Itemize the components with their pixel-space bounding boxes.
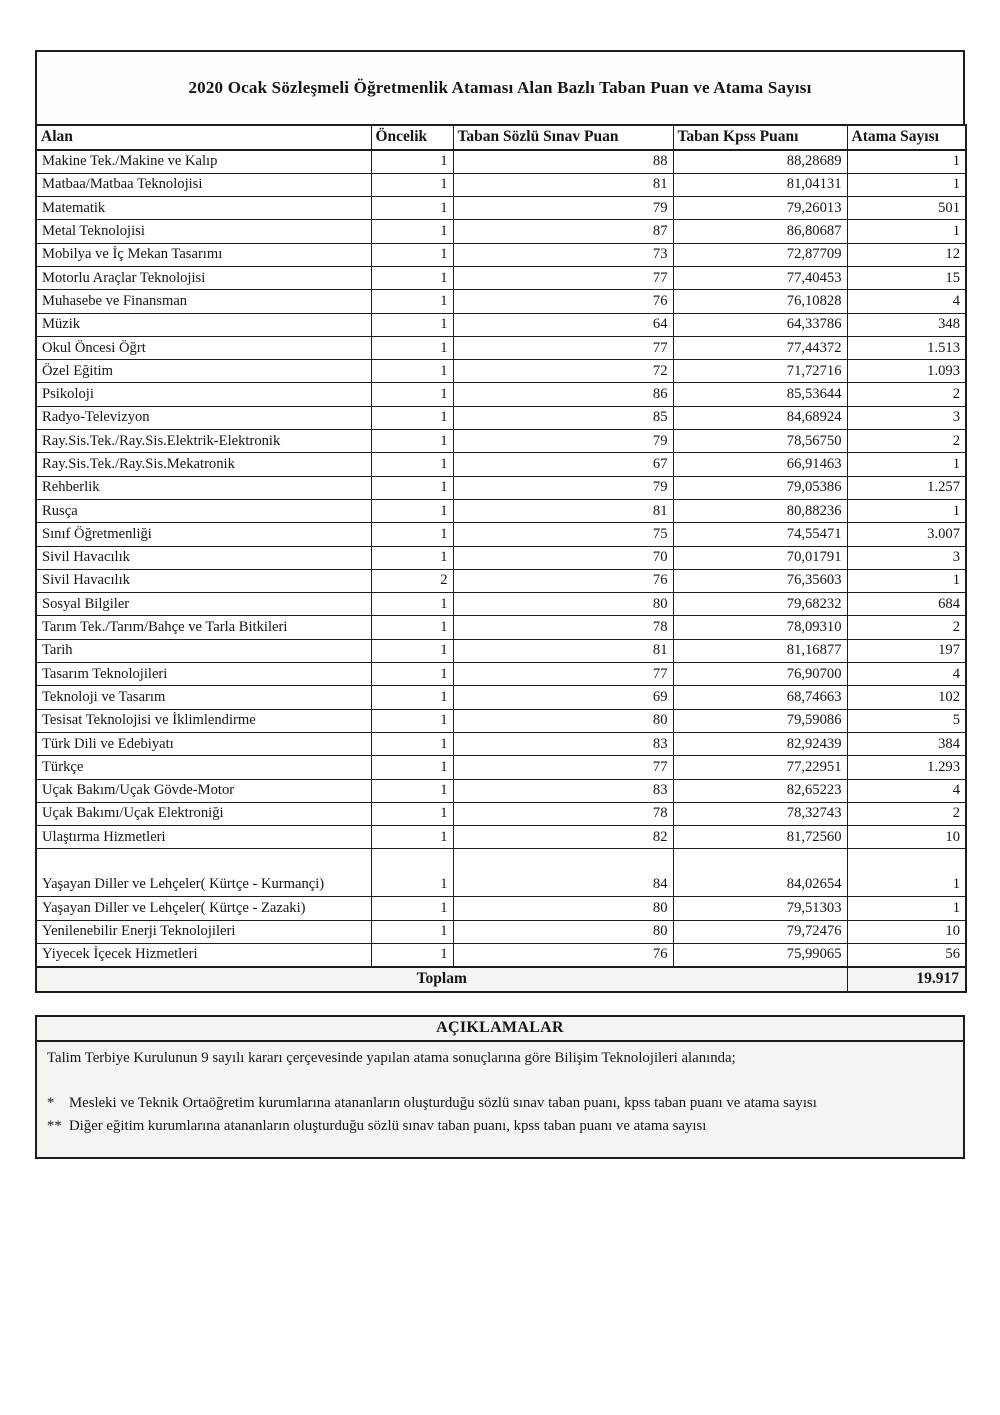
table-row [36,360,966,383]
table-row [36,406,966,429]
header-atama-sayisi: Atama Sayısı [847,125,966,150]
cell-atama-sayisi: 1.513 [847,336,966,359]
cell-oncelik: 1 [371,663,453,686]
cell-atama-sayisi: 2 [847,383,966,406]
cell-taban-kpss-puani: 88,28689 [673,150,847,173]
table-row [36,453,966,476]
cell-taban-sozlu-sinav-puan: 80 [453,709,673,732]
cell-atama-sayisi: 2 [847,802,966,825]
cell-taban-kpss-puani: 71,72716 [673,360,847,383]
cell-atama-sayisi: 1 [847,150,966,173]
cell-oncelik: 1 [371,406,453,429]
cell-oncelik: 1 [371,779,453,802]
cell-alan: Yaşayan Diller ve Lehçeler( Kürtçe - Zazaki) [36,897,371,920]
table-row [36,569,966,592]
appointments-table [35,124,967,993]
table-row [36,686,966,709]
cell-taban-kpss-puani: 75,99065 [673,944,847,967]
header-oncelik: Öncelik [371,125,453,150]
cell-oncelik: 1 [371,802,453,825]
cell-alan: Okul Öncesi Öğrt [36,336,371,359]
cell-atama-sayisi: 1 [847,499,966,522]
cell-oncelik: 1 [371,220,453,243]
cell-alan: Yenilenebilir Enerji Teknolojileri [36,920,371,943]
cell-taban-kpss-puani: 84,02654 [673,849,847,897]
cell-atama-sayisi: 2 [847,616,966,639]
cell-taban-kpss-puani: 79,68232 [673,593,847,616]
cell-alan: Makine Tek./Makine ve Kalıp [36,150,371,173]
total-row [36,967,966,992]
cell-taban-kpss-puani: 81,04131 [673,173,847,196]
table-row [36,779,966,802]
cell-alan: Uçak Bakım/Uçak Gövde-Motor [36,779,371,802]
cell-alan: Sivil Havacılık [36,546,371,569]
cell-atama-sayisi: 15 [847,266,966,289]
cell-taban-sozlu-sinav-puan: 70 [453,546,673,569]
table-row [36,616,966,639]
table-header-row [36,125,966,150]
cell-atama-sayisi: 684 [847,593,966,616]
cell-oncelik: 1 [371,686,453,709]
cell-oncelik: 1 [371,197,453,220]
cell-taban-kpss-puani: 80,88236 [673,499,847,522]
cell-taban-sozlu-sinav-puan: 67 [453,453,673,476]
table-row [36,499,966,522]
cell-taban-kpss-puani: 79,72476 [673,920,847,943]
cell-taban-kpss-puani: 74,55471 [673,523,847,546]
cell-taban-sozlu-sinav-puan: 73 [453,243,673,266]
table-row [36,920,966,943]
table-row [36,709,966,732]
cell-oncelik: 1 [371,593,453,616]
table-row [36,313,966,336]
cell-taban-sozlu-sinav-puan: 79 [453,476,673,499]
note-text: Diğer eğitim kurumlarına atananların oluşturduğu sözlü sınav taban puanı, kpss taban puanı ve atama sayısı [69,1117,707,1134]
cell-taban-kpss-puani: 81,72560 [673,826,847,849]
cell-oncelik: 1 [371,546,453,569]
cell-alan: Mobilya ve İç Mekan Tasarımı [36,243,371,266]
cell-taban-kpss-puani: 64,33786 [673,313,847,336]
title-box [35,50,965,126]
header-alan: Alan [36,125,371,150]
table-row [36,756,966,779]
table-row [36,290,966,313]
table-row [36,639,966,662]
cell-atama-sayisi: 4 [847,290,966,313]
table-row [36,944,966,967]
cell-taban-kpss-puani: 76,35603 [673,569,847,592]
cell-oncelik: 1 [371,360,453,383]
cell-alan: Müzik [36,313,371,336]
cell-taban-sozlu-sinav-puan: 88 [453,150,673,173]
cell-atama-sayisi: 197 [847,639,966,662]
table-row [36,266,966,289]
cell-taban-sozlu-sinav-puan: 76 [453,569,673,592]
cell-alan: Türk Dili ve Edebiyatı [36,732,371,755]
cell-atama-sayisi: 10 [847,826,966,849]
cell-taban-sozlu-sinav-puan: 80 [453,897,673,920]
cell-oncelik: 1 [371,150,453,173]
cell-taban-sozlu-sinav-puan: 85 [453,406,673,429]
cell-taban-kpss-puani: 68,74663 [673,686,847,709]
cell-alan: Uçak Bakımı/Uçak Elektroniği [36,802,371,825]
cell-atama-sayisi: 1 [847,897,966,920]
cell-alan: Tasarım Teknolojileri [36,663,371,686]
cell-oncelik: 1 [371,616,453,639]
cell-atama-sayisi: 4 [847,663,966,686]
note-marker: * [47,1094,55,1111]
cell-taban-kpss-puani: 81,16877 [673,639,847,662]
cell-alan: Tarım Tek./Tarım/Bahçe ve Tarla Bitkileri [36,616,371,639]
cell-oncelik: 1 [371,313,453,336]
cell-oncelik: 1 [371,266,453,289]
cell-taban-sozlu-sinav-puan: 83 [453,732,673,755]
table-row [36,173,966,196]
cell-atama-sayisi: 12 [847,243,966,266]
table-row [36,150,966,173]
cell-alan: Rehberlik [36,476,371,499]
cell-taban-sozlu-sinav-puan: 83 [453,779,673,802]
cell-taban-sozlu-sinav-puan: 72 [453,360,673,383]
table-row [36,897,966,920]
cell-taban-kpss-puani: 77,22951 [673,756,847,779]
cell-alan: Tesisat Teknolojisi ve İklimlendirme [36,709,371,732]
cell-taban-sozlu-sinav-puan: 81 [453,173,673,196]
cell-oncelik: 1 [371,336,453,359]
cell-atama-sayisi: 1.093 [847,360,966,383]
cell-alan: Metal Teknolojisi [36,220,371,243]
cell-alan: Ray.Sis.Tek./Ray.Sis.Elektrik-Elektronik [36,430,371,453]
cell-oncelik: 1 [371,897,453,920]
cell-taban-kpss-puani: 79,05386 [673,476,847,499]
cell-atama-sayisi: 1 [847,220,966,243]
document-title: 2020 Ocak Sözleşmeli Öğretmenlik Ataması Alan Bazlı Taban Puan ve Atama Sayısı [188,78,812,97]
cell-taban-kpss-puani: 86,80687 [673,220,847,243]
cell-taban-sozlu-sinav-puan: 80 [453,920,673,943]
cell-taban-kpss-puani: 78,56750 [673,430,847,453]
cell-atama-sayisi: 1 [847,453,966,476]
cell-taban-sozlu-sinav-puan: 81 [453,499,673,522]
cell-taban-kpss-puani: 66,91463 [673,453,847,476]
cell-taban-sozlu-sinav-puan: 78 [453,616,673,639]
cell-taban-sozlu-sinav-puan: 80 [453,593,673,616]
cell-taban-sozlu-sinav-puan: 82 [453,826,673,849]
cell-oncelik: 1 [371,290,453,313]
table-row [36,663,966,686]
cell-taban-sozlu-sinav-puan: 69 [453,686,673,709]
cell-taban-sozlu-sinav-puan: 87 [453,220,673,243]
table-row [36,593,966,616]
notes-box [35,1015,965,1159]
cell-atama-sayisi: 5 [847,709,966,732]
cell-taban-sozlu-sinav-puan: 78 [453,802,673,825]
cell-oncelik: 1 [371,173,453,196]
cell-oncelik: 1 [371,709,453,732]
cell-atama-sayisi: 56 [847,944,966,967]
cell-alan: Ulaştırma Hizmetleri [36,826,371,849]
cell-atama-sayisi: 1 [847,173,966,196]
cell-taban-kpss-puani: 82,92439 [673,732,847,755]
cell-taban-sozlu-sinav-puan: 75 [453,523,673,546]
cell-taban-sozlu-sinav-puan: 79 [453,197,673,220]
cell-oncelik: 1 [371,826,453,849]
cell-taban-sozlu-sinav-puan: 76 [453,944,673,967]
cell-atama-sayisi: 3 [847,406,966,429]
header-taban-kpss-puani: Taban Kpss Puanı [673,125,847,150]
header-taban-sozlu-sinav-puan: Taban Sözlü Sınav Puan [453,125,673,150]
table-row [36,802,966,825]
cell-oncelik: 1 [371,383,453,406]
cell-taban-kpss-puani: 78,09310 [673,616,847,639]
cell-taban-kpss-puani: 76,10828 [673,290,847,313]
cell-taban-kpss-puani: 70,01791 [673,546,847,569]
note-item [47,1092,951,1115]
cell-atama-sayisi: 384 [847,732,966,755]
cell-oncelik: 1 [371,756,453,779]
cell-oncelik: 1 [371,430,453,453]
cell-taban-kpss-puani: 72,87709 [673,243,847,266]
total-value: 19.917 [847,967,966,992]
note-text: Mesleki ve Teknik Ortaöğretim kurumlarına atananların oluşturduğu sözlü sınav taban puanı, kpss taban puanı ve atama sayısı [69,1094,817,1111]
cell-taban-sozlu-sinav-puan: 86 [453,383,673,406]
cell-oncelik: 1 [371,920,453,943]
cell-alan: Matematik [36,197,371,220]
notes-items [47,1092,951,1138]
cell-alan: Rusça [36,499,371,522]
cell-alan: Yiyecek İçecek Hizmetleri [36,944,371,967]
cell-taban-kpss-puani: 79,51303 [673,897,847,920]
cell-atama-sayisi: 1.293 [847,756,966,779]
table-row [36,336,966,359]
cell-alan: Özel Eğitim [36,360,371,383]
cell-taban-kpss-puani: 77,40453 [673,266,847,289]
note-item [47,1115,951,1138]
cell-oncelik: 1 [371,639,453,662]
cell-atama-sayisi: 2 [847,430,966,453]
note-marker: ** [47,1117,62,1134]
cell-taban-kpss-puani: 84,68924 [673,406,847,429]
table-row [36,546,966,569]
cell-taban-sozlu-sinav-puan: 79 [453,430,673,453]
table-row [36,826,966,849]
cell-alan: Muhasebe ve Finansman [36,290,371,313]
notes-title: AÇIKLAMALAR [37,1017,963,1042]
notes-intro: Talim Terbiye Kurulunun 9 sayılı kararı çerçevesinde yapılan atama sonuçlarına göre Bilişim Teknolojileri alanında; [47,1049,736,1066]
cell-atama-sayisi: 1 [847,849,966,897]
cell-alan: Yaşayan Diller ve Lehçeler( Kürtçe - Kurmançi) [36,849,371,897]
cell-atama-sayisi: 102 [847,686,966,709]
cell-taban-sozlu-sinav-puan: 64 [453,313,673,336]
total-label: Toplam [36,967,847,992]
table-row [36,383,966,406]
cell-alan: Psikoloji [36,383,371,406]
cell-oncelik: 1 [371,523,453,546]
cell-atama-sayisi: 501 [847,197,966,220]
cell-taban-kpss-puani: 78,32743 [673,802,847,825]
cell-taban-kpss-puani: 79,26013 [673,197,847,220]
table-row [36,243,966,266]
cell-alan: Sosyal Bilgiler [36,593,371,616]
cell-oncelik: 1 [371,499,453,522]
cell-oncelik: 1 [371,453,453,476]
cell-atama-sayisi: 10 [847,920,966,943]
cell-taban-kpss-puani: 85,53644 [673,383,847,406]
cell-oncelik: 1 [371,243,453,266]
cell-oncelik: 1 [371,944,453,967]
cell-oncelik: 1 [371,732,453,755]
table-row [36,220,966,243]
table-row [36,197,966,220]
cell-alan: Motorlu Araçlar Teknolojisi [36,266,371,289]
cell-taban-kpss-puani: 76,90700 [673,663,847,686]
cell-taban-sozlu-sinav-puan: 77 [453,663,673,686]
cell-atama-sayisi: 1.257 [847,476,966,499]
cell-taban-kpss-puani: 82,65223 [673,779,847,802]
cell-oncelik: 2 [371,569,453,592]
cell-alan: Matbaa/Matbaa Teknolojisi [36,173,371,196]
cell-taban-sozlu-sinav-puan: 84 [453,849,673,897]
document-page [35,50,965,1159]
cell-atama-sayisi: 348 [847,313,966,336]
cell-alan: Sınıf Öğretmenliği [36,523,371,546]
table-row [36,476,966,499]
cell-taban-sozlu-sinav-puan: 81 [453,639,673,662]
cell-alan: Teknoloji ve Tasarım [36,686,371,709]
cell-oncelik: 1 [371,849,453,897]
table-row [36,430,966,453]
table-row [36,849,966,897]
cell-atama-sayisi: 4 [847,779,966,802]
cell-atama-sayisi: 3 [847,546,966,569]
cell-alan: Sivil Havacılık [36,569,371,592]
cell-taban-kpss-puani: 79,59086 [673,709,847,732]
cell-taban-sozlu-sinav-puan: 77 [453,756,673,779]
cell-taban-sozlu-sinav-puan: 77 [453,266,673,289]
cell-atama-sayisi: 1 [847,569,966,592]
cell-taban-kpss-puani: 77,44372 [673,336,847,359]
cell-alan: Tarih [36,639,371,662]
cell-alan: Ray.Sis.Tek./Ray.Sis.Mekatronik [36,453,371,476]
notes-body [37,1042,963,1138]
cell-alan: Türkçe [36,756,371,779]
cell-atama-sayisi: 3.007 [847,523,966,546]
table-row [36,732,966,755]
cell-oncelik: 1 [371,476,453,499]
cell-alan: Radyo-Televizyon [36,406,371,429]
cell-taban-sozlu-sinav-puan: 76 [453,290,673,313]
cell-taban-sozlu-sinav-puan: 77 [453,336,673,359]
table-row [36,523,966,546]
